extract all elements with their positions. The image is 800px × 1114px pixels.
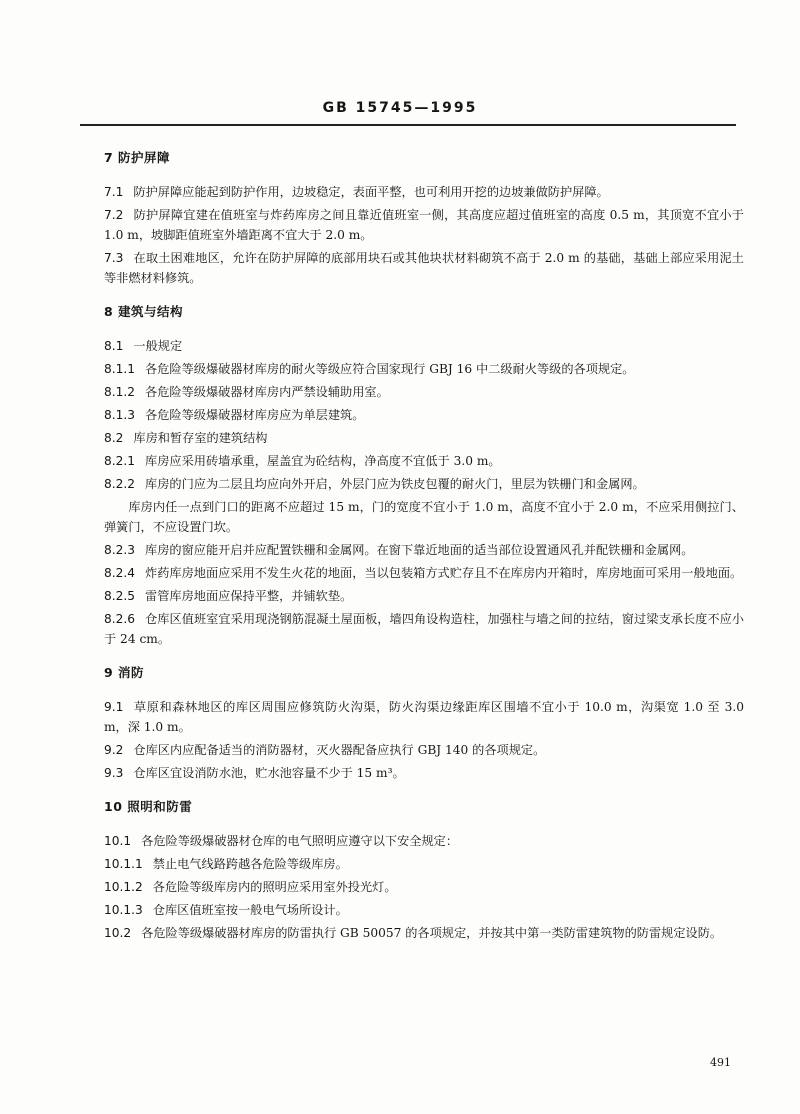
clause-number: 8.2.6 [104, 612, 136, 626]
section-heading: 9 消防 [104, 665, 145, 680]
clause-text: 各危险等级爆破器材库房应为单层建筑。 [145, 408, 365, 422]
clause-text: 库房的门应为二层且均应向外开启，外层门应为铁皮包覆的耐火门，里层为铁栅门和金属网。 [145, 477, 645, 491]
clause [104, 923, 744, 943]
clause-text: 雷管库房地面应保持平整，并铺软垫。 [145, 589, 353, 603]
clause-number: 9.1 [104, 700, 124, 714]
header-rule [80, 124, 736, 126]
clause [104, 205, 744, 245]
clause [104, 497, 744, 537]
clause [104, 474, 744, 494]
clause [104, 740, 744, 760]
clause-text: 仓库区值班室宜采用现浇钢筋混凝土屋面板，墙四角设构造柱，加强柱与墙之间的拉结，窗过梁支承长度不应小于 24 cm。 [104, 612, 744, 646]
clause-number: 8.1.1 [104, 362, 136, 376]
clause [104, 382, 744, 402]
clause [104, 540, 744, 560]
clause-number: 10.1 [104, 834, 132, 848]
clause-text: 炸药库房地面应采用不发生火花的地面，当以包装箱方式贮存且不在库房内开箱时，库房地面可采用一般地面。 [145, 566, 743, 580]
clause-number: 10.1.3 [104, 903, 143, 917]
clause [104, 697, 744, 737]
clause-number: 8.2.1 [104, 454, 136, 468]
clause [104, 854, 744, 874]
document-body [104, 148, 744, 946]
clause-number: 8.1 [104, 339, 124, 353]
clause-number: 10.1.1 [104, 857, 143, 871]
clause-number: 7.1 [104, 185, 124, 199]
clause-number: 8.1.3 [104, 408, 136, 422]
clause-text: 禁止电气线路跨越各危险等级库房。 [152, 857, 348, 871]
clause-text: 各危险等级爆破器材库房内严禁设辅助用室。 [145, 385, 389, 399]
clause-number: 8.2 [104, 431, 124, 445]
clause-number: 9.3 [104, 766, 124, 780]
clause-text: 在取土困难地区，允许在防护屏障的底部用块石或其他块状材料砌筑不高于 2.0 m 的基础，基础上部应采用泥土等非燃材料修筑。 [104, 251, 744, 285]
clause-text: 一般规定 [133, 339, 183, 353]
clause-text: 各危险等级库房内的照明应采用室外投光灯。 [152, 880, 397, 894]
clause-text: 库房和暂存室的建筑结构 [133, 431, 268, 445]
clause [104, 405, 744, 425]
clause [104, 248, 744, 288]
clause-text: 仓库区值班室按一般电气场所设计。 [152, 903, 348, 917]
clause [104, 609, 744, 649]
clause [104, 336, 744, 356]
clause-text: 各危险等级爆破器材仓库的电气照明应遵守以下安全规定： [141, 834, 459, 848]
clause-number: 9.2 [104, 743, 124, 757]
clause-number: 8.2.3 [104, 543, 136, 557]
clause-number: 7.3 [104, 251, 124, 265]
page-number: 491 [710, 1056, 731, 1069]
clause [104, 563, 744, 583]
clause-number: 10.1.2 [104, 880, 143, 894]
clause [104, 877, 744, 897]
clause-number: 10.2 [104, 926, 132, 940]
clause-number: 7.2 [104, 208, 124, 222]
clause-number: 8.2.2 [104, 477, 136, 491]
clause [104, 182, 744, 202]
clause [104, 900, 744, 920]
clause [104, 831, 744, 851]
clause-number: 8.2.4 [104, 566, 136, 580]
clause-text: 防护屏障应能起到防护作用，边坡稳定，表面平整，也可利用开挖的边坡兼做防护屏障。 [133, 185, 609, 199]
clause-text: 草原和森林地区的库区周围应修筑防火沟渠，防火沟渠边缘距库区围墙不宜小于 10.0 m，沟渠宽 1.0 至 3.0 m，深 1.0 m。 [104, 700, 744, 734]
clause-text: 仓库区内应配备适当的消防器材，灭火器配备应执行 GBJ 140 的各项规定。 [133, 743, 546, 757]
document-header: GB 15745—1995 [322, 100, 478, 116]
clause [104, 451, 744, 471]
clause [104, 763, 744, 783]
clause-number: 8.1.2 [104, 385, 136, 399]
clause [104, 428, 744, 448]
clause-text: 库房内任一点到门口的距离不应超过 15 m，门的宽度不宜小于 1.0 m，高度不宜小于 2.0 m，不应采用侧拉门、弹簧门，不应设置门坎。 [104, 500, 744, 534]
clause [104, 586, 744, 606]
clause-text: 库房应采用砖墙承重，屋盖宜为砼结构，净高度不宜低于 3.0 m。 [145, 454, 501, 468]
section-heading: 8 建筑与结构 [104, 304, 184, 319]
clause-text: 仓库区宜设消防水池，贮水池容量不少于 15 m³。 [133, 766, 405, 780]
clause-text: 库房的窗应能开启并应配置铁栅和金属网。在窗下靠近地面的适当部位设置通风孔并配铁栅和金属网。 [145, 543, 694, 557]
section-heading: 7 防护屏障 [104, 150, 171, 165]
section-heading: 10 照明和防雷 [104, 799, 193, 814]
clause-text: 各危险等级爆破器材库房的耐火等级应符合国家现行 GBJ 16 中二级耐火等级的各项规定。 [145, 362, 635, 376]
clause-text: 各危险等级爆破器材库房的防雷执行 GB 50057 的各项规定，并按其中第一类防雷建筑物的防雷规定设防。 [141, 926, 723, 940]
clause [104, 359, 744, 379]
clause-number: 8.2.5 [104, 589, 136, 603]
clause-text: 防护屏障宜建在值班室与炸药库房之间且靠近值班室一侧，其高度应超过值班室的高度 0.5 m，其顶宽不宜小于 1.0 m，坡脚距值班室外墙距离不宜大于 2.0 m。 [104, 208, 744, 242]
